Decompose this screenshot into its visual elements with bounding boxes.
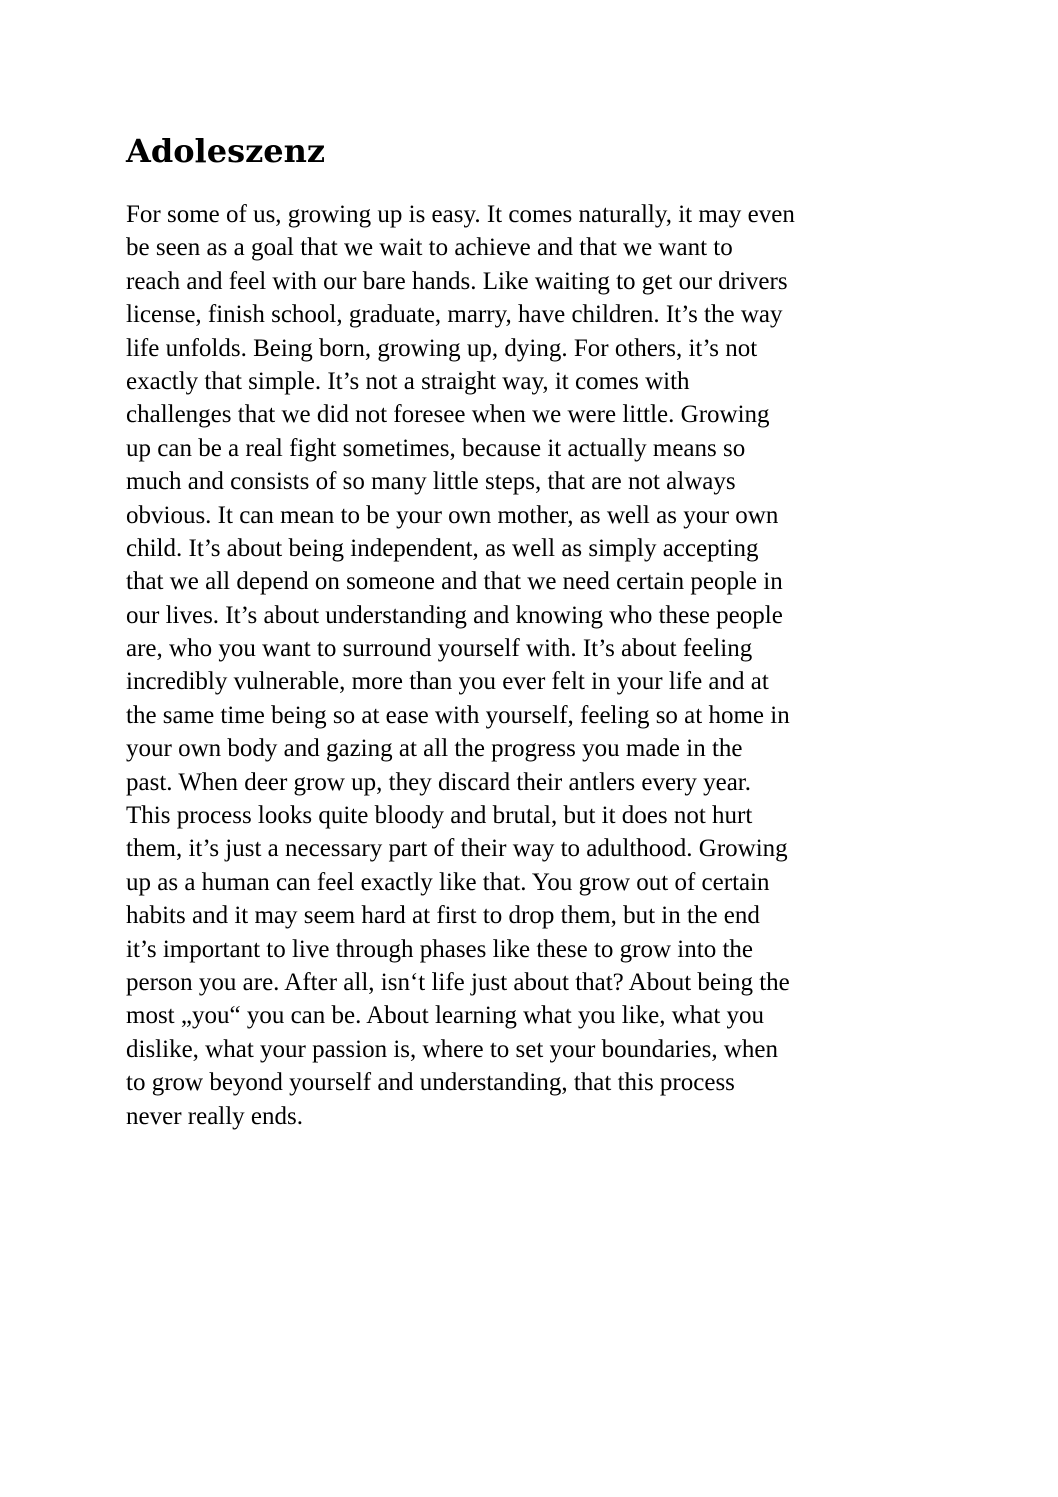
- text-line: incredibly vulnerable, more than you ever felt in your life and at: [126, 668, 769, 696]
- text-line: are, who you want to surround yourself with. It’s about feeling: [126, 635, 753, 663]
- text-line: This process looks quite bloody and brutal, but it does not hurt: [126, 802, 753, 830]
- text-line: person you are. After all, isn‘t life just about that? About being the: [126, 968, 790, 996]
- text-line: the same time being so at ease with yourself, feeling so at home in: [126, 701, 790, 729]
- text-line: much and consists of so many little steps, that are not always: [126, 468, 736, 496]
- body-paragraph: [126, 198, 946, 1133]
- text-line: license, finish school, graduate, marry, have children. It’s the way: [126, 301, 783, 329]
- text-line: our lives. It’s about understanding and knowing who these people: [126, 601, 783, 629]
- page-title: Adoleszenz: [126, 132, 326, 170]
- text-line: dislike, what your passion is, where to set your boundaries, when: [126, 1035, 778, 1063]
- text-line: be seen as a goal that we wait to achieve and that we want to: [126, 234, 733, 262]
- text-line: never really ends.: [126, 1102, 304, 1130]
- text-line: exactly that simple. It’s not a straight way, it comes with: [126, 367, 690, 395]
- text-line: obvious. It can mean to be your own mother, as well as your own: [126, 501, 779, 529]
- text-line: reach and feel with our bare hands. Like waiting to get our drivers: [126, 267, 788, 295]
- text-line: your own body and gazing at all the progress you made in the: [126, 735, 743, 763]
- text-line: challenges that we did not foresee when we were little. Growing: [126, 401, 770, 429]
- text-line: it’s important to live through phases like these to grow into the: [126, 935, 753, 963]
- text-line: that we all depend on someone and that we need certain people in: [126, 568, 783, 596]
- text-line: up can be a real fight sometimes, because it actually means so: [126, 434, 746, 462]
- text-line: For some of us, growing up is easy. It comes naturally, it may even: [126, 201, 795, 228]
- text-line: habits and it may seem hard at first to drop them, but in the end: [126, 902, 760, 930]
- text-line: them, it’s just a necessary part of their way to adulthood. Growing: [126, 835, 788, 863]
- text-line: up as a human can feel exactly like that. You grow out of certain: [126, 868, 770, 896]
- text-line: most „you“ you can be. About learning what you like, what you: [126, 1002, 765, 1030]
- text-line: past. When deer grow up, they discard their antlers every year.: [126, 768, 751, 796]
- text-line: child. It’s about being independent, as well as simply accepting: [126, 534, 759, 562]
- text-line: to grow beyond yourself and understanding, that this process: [126, 1069, 735, 1097]
- text-line: life unfolds. Being born, growing up, dying. For others, it’s not: [126, 334, 758, 362]
